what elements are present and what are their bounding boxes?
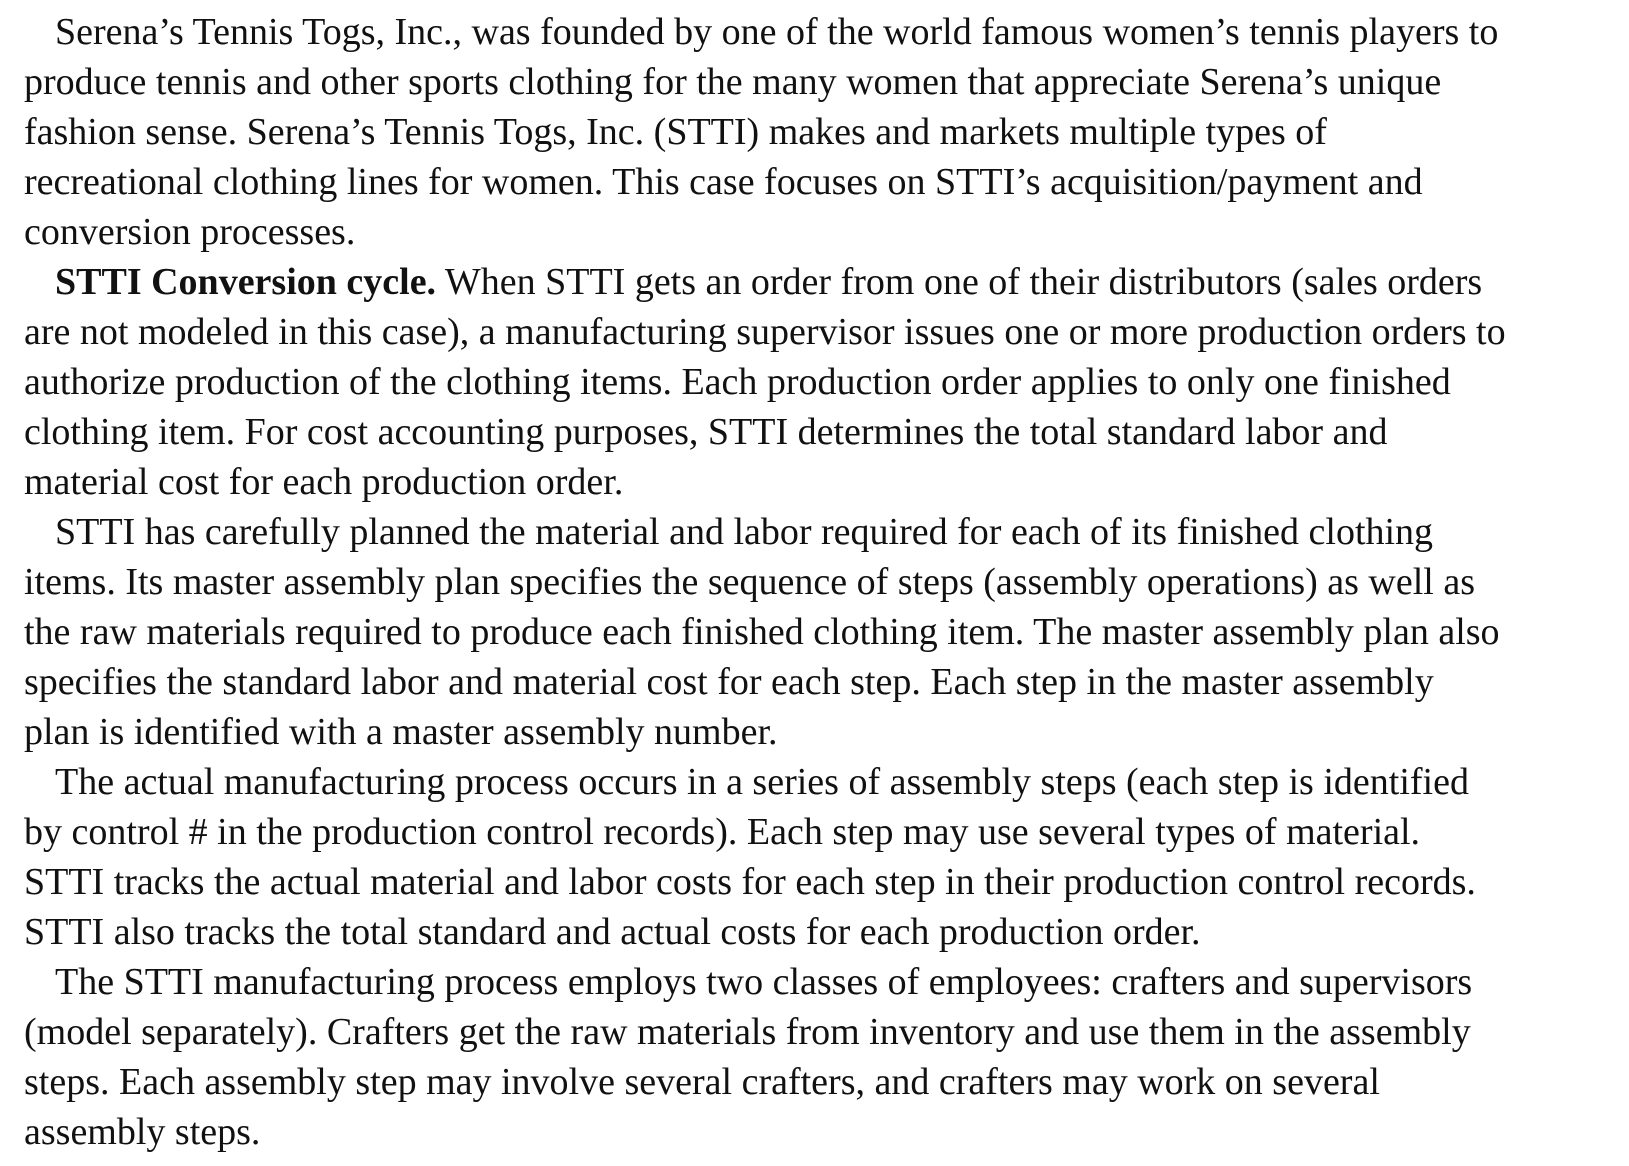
- paragraph-manufacturing-process: [24, 757, 1609, 957]
- text-line: items. Its master assembly plan specifies the sequence of steps (assembly operations) as well as: [24, 561, 1475, 603]
- text-line: are not modeled in this case), a manufacturing supervisor issues one or more production orders to: [24, 311, 1506, 353]
- text-line: authorize production of the clothing items. Each production order applies to only one finished: [24, 361, 1451, 403]
- text-line: plan is identified with a master assembly number.: [24, 711, 778, 753]
- text-line: The STTI manufacturing process employs two classes of employees: crafters and supervisors: [55, 961, 1473, 1003]
- text-line: STTI tracks the actual material and labor costs for each step in their production control records.: [24, 861, 1476, 903]
- paragraph-master-assembly-plan: [24, 507, 1609, 757]
- text-line: fashion sense. Serena’s Tennis Togs, Inc. (STTI) makes and markets multiple types of: [24, 111, 1327, 153]
- paragraph-intro: [24, 7, 1609, 257]
- text-line: The actual manufacturing process occurs in a series of assembly steps (each step is identified: [55, 761, 1469, 803]
- text-line: specifies the standard labor and material cost for each step. Each step in the master assembly: [24, 661, 1434, 703]
- text-line: clothing item. For cost accounting purposes, STTI determines the total standard labor and: [24, 411, 1388, 453]
- text-line: [24, 257, 1609, 307]
- document-body: [24, 7, 1609, 1157]
- text-line: produce tennis and other sports clothing for the many women that appreciate Serena’s unique: [24, 61, 1442, 103]
- text-line: material cost for each production order.: [24, 461, 624, 503]
- paragraph-employees: [24, 957, 1609, 1157]
- text-line: the raw materials required to produce each finished clothing item. The master assembly plan also: [24, 611, 1500, 653]
- text-line: steps. Each assembly step may involve several crafters, and crafters may work on several: [24, 1061, 1380, 1103]
- paragraph-conversion-cycle: [24, 257, 1609, 507]
- text-line: conversion processes.: [24, 211, 356, 253]
- text-fragment: When STTI gets an order from one of their distributors (sales orders: [436, 261, 1483, 303]
- text-line: STTI has carefully planned the material and labor required for each of its finished clothing: [55, 511, 1434, 553]
- text-line: assembly steps.: [24, 1111, 261, 1153]
- text-line: by control # in the production control records). Each step may use several types of material.: [24, 811, 1421, 853]
- text-line: (model separately). Crafters get the raw materials from inventory and use them in the assembly: [24, 1011, 1471, 1053]
- text-line: Serena’s Tennis Togs, Inc., was founded by one of the world famous women’s tennis players to: [55, 11, 1499, 53]
- text-line: STTI also tracks the total standard and actual costs for each production order.: [24, 911, 1201, 953]
- section-heading: STTI Conversion cycle.: [55, 261, 437, 303]
- text-line: recreational clothing lines for women. This case focuses on STTI’s acquisition/payment and: [24, 161, 1423, 203]
